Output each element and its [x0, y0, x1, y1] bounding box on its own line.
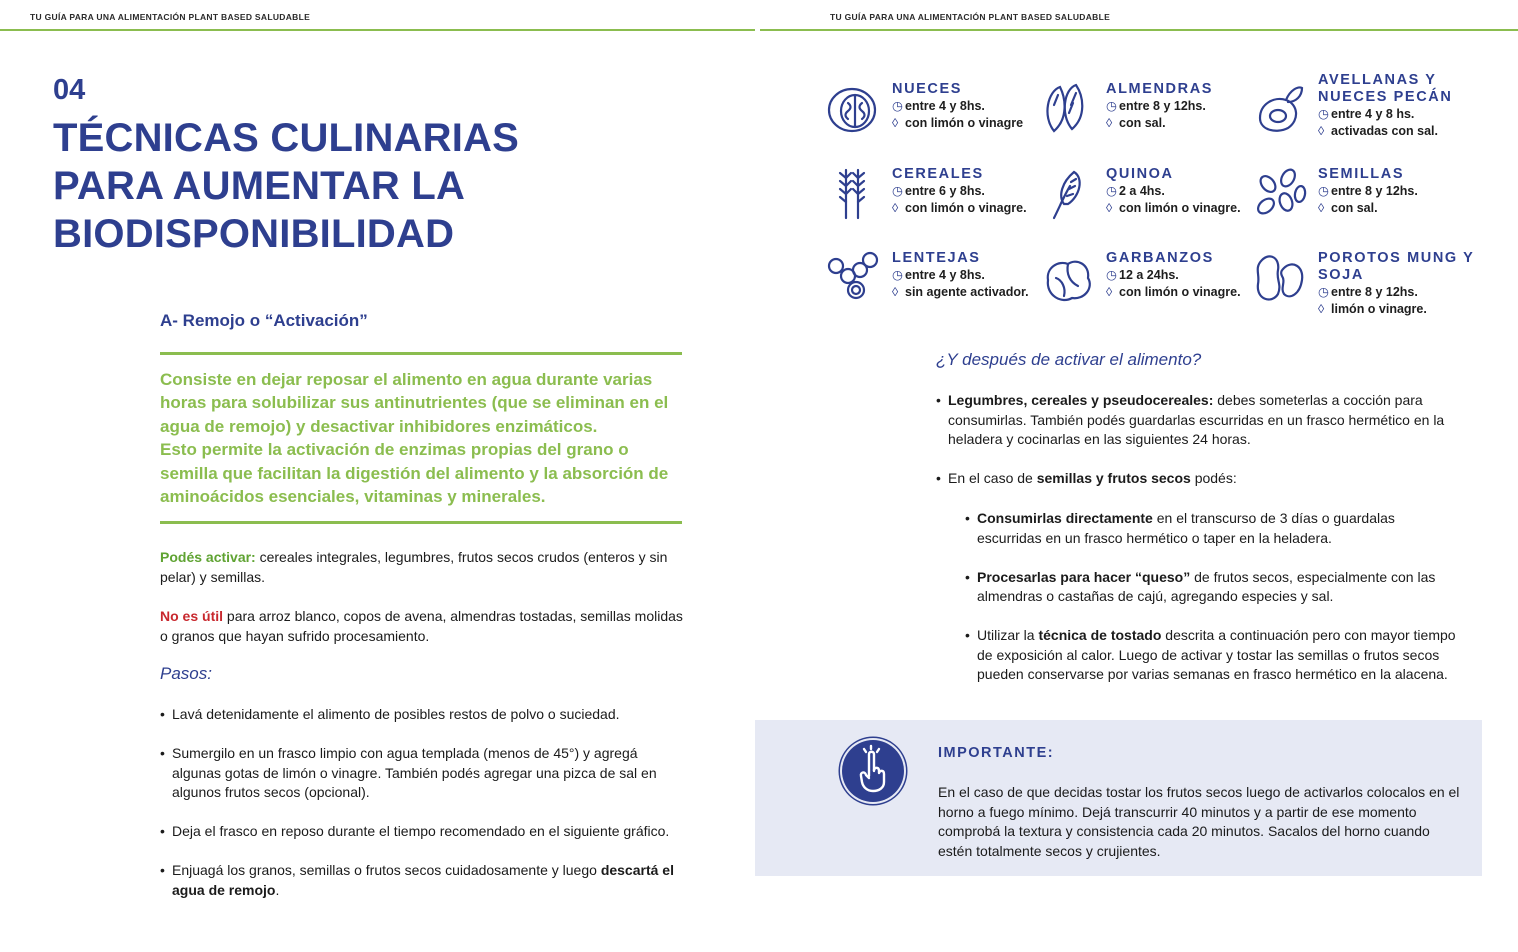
soak-time — [1318, 106, 1468, 123]
soak-item-text — [1106, 81, 1256, 132]
drop-icon: ◊ — [1318, 302, 1325, 316]
hazelnut-icon — [1252, 80, 1308, 136]
beans-icon — [1252, 250, 1308, 306]
option-text: Utilizar la — [977, 627, 1039, 643]
soak-item-text — [1318, 166, 1468, 217]
soak-time — [892, 183, 1042, 200]
callout-paragraph: Consiste en dejar reposar el alimento en agua durante varias horas para solubilizar sus antinutrientes (que se eliminan en el agua de remojo) y desactivar inhibidores enzimáticos. — [160, 370, 669, 436]
after-activation-heading: ¿Y después de activar el alimento? — [936, 350, 1202, 369]
clock-icon: ◷ — [892, 184, 903, 198]
steps-heading: Pasos: — [160, 664, 212, 683]
option-text: de frutos secos, especialmente con las almendras o castañas de cajú, agregando especies y sal. — [977, 568, 1436, 604]
after-item-text: En el caso de — [948, 470, 1037, 486]
soak-agent — [1318, 301, 1468, 318]
definition-callout — [160, 352, 682, 524]
seeds-options-list — [965, 509, 1459, 685]
quinoa-icon — [1040, 166, 1096, 222]
soak-item-text — [892, 250, 1042, 301]
soak-time-text: entre 8 y 12hs. — [1331, 285, 1418, 299]
header-rule-left — [0, 29, 755, 31]
soak-time-text: entre 4 y 8 hs. — [1331, 107, 1415, 121]
soak-agent-text: limón o vinagre. — [1331, 302, 1427, 316]
header-rule-right — [760, 29, 1518, 31]
clock-icon: ◷ — [892, 268, 903, 282]
not-useful-text: para arroz blanco, copos de avena, almendras tostadas, semillas molidas o granos que hayan sufrido procesamiento. — [160, 608, 683, 644]
soak-item-name: NUECES — [892, 81, 963, 97]
soak-time-text: entre 8 y 12hs. — [1331, 184, 1418, 198]
clock-icon: ◷ — [1318, 285, 1329, 299]
soak-item-porotos — [1252, 250, 1475, 322]
soak-item-text — [892, 166, 1042, 217]
soak-time — [1318, 284, 1468, 301]
soak-agent — [1106, 115, 1256, 132]
chapter-title-line: PARA AUMENTAR LA — [53, 164, 466, 208]
can-activate-label: Podés activar: — [160, 549, 256, 565]
after-item-bold: Legumbres, cereales y pseudocereales: — [948, 392, 1214, 408]
clock-icon: ◷ — [1318, 184, 1329, 198]
option-item — [965, 568, 1459, 607]
chickpeas-icon — [1040, 250, 1096, 306]
soak-agent-text: con limón o vinagre. — [905, 201, 1027, 215]
seeds-icon — [1252, 166, 1308, 222]
option-text: en el transcurso de 3 días o guardalas escurridas en un frasco hermético o taper en la heladera. — [977, 510, 1395, 546]
soak-agent-text: activadas con sal. — [1331, 124, 1439, 138]
clock-icon: ◷ — [1106, 184, 1117, 198]
lentils-icon — [826, 250, 882, 306]
drop-icon: ◊ — [892, 201, 899, 215]
soak-item-name: QUINOA — [1106, 166, 1174, 182]
soak-time-text: entre 4 y 8hs. — [905, 99, 985, 113]
drop-icon: ◊ — [1106, 116, 1113, 130]
step-bold: descartá el agua de remojo — [172, 862, 674, 898]
section-heading: A- Remojo o “Activación” — [160, 311, 368, 330]
option-bold: técnica de tostado — [1038, 627, 1162, 643]
soak-item-name: POROTOS MUNG Y SOJA — [1318, 250, 1475, 283]
soak-time — [892, 267, 1042, 284]
soak-item-avellanas — [1252, 72, 1457, 144]
chapter-title-line: TÉCNICAS CULINARIAS — [53, 116, 520, 160]
important-text: En el caso de que decidas tostar los frutos secos luego de activarlos colocalos en el horno a fuego mínimo. Dejá transcurrir 40 minutos y a partir de ese momento comprobá la textura y consistencia cada 20 minutos. Sacalos del horno cuando estén totalmente secos y crujientes. — [938, 784, 1460, 859]
soak-agent-text: con limón o vinagre. — [1119, 201, 1241, 215]
step-end: . — [275, 881, 280, 898]
soak-item-text — [1318, 72, 1468, 140]
chapter-title — [53, 114, 613, 258]
soak-agent — [1106, 284, 1256, 301]
soak-time — [1106, 267, 1256, 284]
soak-agent-text: sin agente activador. — [905, 285, 1029, 299]
soak-agent — [1318, 200, 1468, 217]
soak-item-almendras — [1040, 81, 1245, 153]
option-bold: Consumirlas directamente — [977, 510, 1153, 526]
soak-agent — [892, 284, 1042, 301]
soak-agent-text: con sal. — [1119, 116, 1166, 130]
not-useful-paragraph — [160, 607, 683, 646]
soak-item-name: AVELLANAS Y NUECES PECÁN — [1318, 72, 1453, 105]
important-title: IMPORTANTE: — [938, 745, 1055, 761]
soak-item-text — [1318, 250, 1475, 318]
drop-icon: ◊ — [892, 285, 899, 299]
soak-time-text: 2 a 4hs. — [1119, 184, 1165, 198]
soak-time — [892, 98, 1042, 115]
drop-icon: ◊ — [892, 116, 899, 130]
callout-paragraph: Esto permite la activación de enzimas propias del grano o semilla que facilitan la digestión del alimento y la absorción de aminoácidos esenciales, vitaminas y minerales. — [160, 440, 669, 507]
soak-item-name: SEMILLAS — [1318, 166, 1405, 182]
step-item — [160, 861, 683, 900]
soak-item-garbanzos — [1040, 250, 1245, 322]
soak-agent-text: con limón o vinagre. — [1119, 285, 1241, 299]
almond-icon — [1040, 81, 1096, 137]
can-activate-paragraph — [160, 548, 683, 587]
drop-icon: ◊ — [1106, 201, 1113, 215]
soak-agent — [892, 200, 1042, 217]
running-header-right: TU GUÍA PARA UNA ALIMENTACIÓN PLANT BASED SALUDABLE — [830, 12, 1111, 22]
drop-icon: ◊ — [1318, 124, 1325, 138]
after-activation-list — [936, 391, 1459, 489]
soak-agent-text: con sal. — [1331, 201, 1378, 215]
walnut-icon — [826, 81, 882, 137]
not-useful-label: No es útil — [160, 608, 224, 624]
soak-time-text: entre 6 y 8hs. — [905, 184, 985, 198]
drop-icon: ◊ — [1318, 201, 1325, 215]
soak-item-name: LENTEJAS — [892, 250, 981, 266]
step-item: • Lavá detenidamente el alimento de posibles restos de polvo o suciedad. — [160, 705, 683, 725]
steps-list — [160, 705, 683, 920]
option-item — [965, 626, 1459, 685]
soak-item-name: GARBANZOS — [1106, 250, 1214, 266]
step-text: Enjuagá los granos, semillas o frutos secos cuidadosamente y luego — [172, 862, 601, 878]
after-item-text: podés: — [1190, 470, 1237, 486]
important-box — [755, 720, 1482, 876]
soak-time — [1106, 98, 1256, 115]
running-header-left: TU GUÍA PARA UNA ALIMENTACIÓN PLANT BASED SALUDABLE — [30, 12, 311, 22]
can-activate-text: cereales integrales, legumbres, frutos secos crudos (enteros y sin pelar) y semillas. — [160, 549, 668, 585]
clock-icon: ◷ — [1106, 268, 1117, 282]
soak-time — [1318, 183, 1468, 200]
after-item — [936, 469, 1459, 489]
clock-icon: ◷ — [1106, 99, 1117, 113]
soak-item-semillas — [1252, 166, 1457, 238]
soak-time-text: entre 8 y 12hs. — [1119, 99, 1206, 113]
after-item — [936, 391, 1459, 450]
chapter-title-line: BIODISPONIBILIDAD — [53, 212, 455, 256]
soak-item-text — [1106, 166, 1256, 217]
option-item — [965, 509, 1459, 548]
after-item-bold: semillas y frutos secos — [1036, 470, 1191, 486]
important-badge — [842, 740, 904, 802]
raised-finger-hand-icon — [842, 740, 904, 802]
soak-item-quinoa — [1040, 166, 1245, 238]
soak-agent-text: con limón o vinagre — [905, 116, 1024, 130]
soak-time-text: 12 a 24hs. — [1119, 268, 1179, 282]
clock-icon: ◷ — [1318, 107, 1329, 121]
soak-time — [1106, 183, 1256, 200]
soak-agent — [892, 115, 1042, 132]
option-bold: Procesarlas para hacer “queso” — [977, 568, 1191, 585]
soak-item-nueces — [826, 81, 1031, 153]
soak-item-cereales — [826, 166, 1031, 238]
drop-icon: ◊ — [1106, 285, 1113, 299]
option-text: descrita a continuación pero con mayor tiempo de exposición al calor. Luego de activar y tostar las semillas o frutos secos pueden conservarse por varias semanas en frasco hermético en la alacena. — [977, 627, 1456, 682]
soak-item-name: ALMENDRAS — [1106, 81, 1214, 97]
soak-item-name: CEREALES — [892, 166, 984, 182]
soak-item-text — [1106, 250, 1256, 301]
soak-agent — [1318, 123, 1468, 140]
step-item: • Deja el frasco en reposo durante el tiempo recomendado en el siguiente gráfico. — [160, 822, 683, 842]
after-item-text: debes someterlas a cocción para consumirlas. También podés guardarlas escurridas en un frasco hermético en la heladera y cocinarlas en las siguientes 24 horas. — [948, 392, 1445, 447]
left-page — [0, 0, 757, 952]
soak-item-text — [892, 81, 1042, 132]
clock-icon: ◷ — [892, 99, 903, 113]
chapter-number: 04 — [53, 74, 86, 106]
soak-agent — [1106, 200, 1256, 217]
wheat-icon — [826, 166, 882, 222]
soak-item-lentejas — [826, 250, 1031, 322]
step-item: • Sumergilo en un frasco limpio con agua templada (menos de 45°) y agregá algunas gotas de limón o vinagre. También podés agregar una pizca de sal en algunos frutos secos (opcional). — [160, 744, 683, 803]
soak-time-text: entre 4 y 8hs. — [905, 268, 985, 282]
